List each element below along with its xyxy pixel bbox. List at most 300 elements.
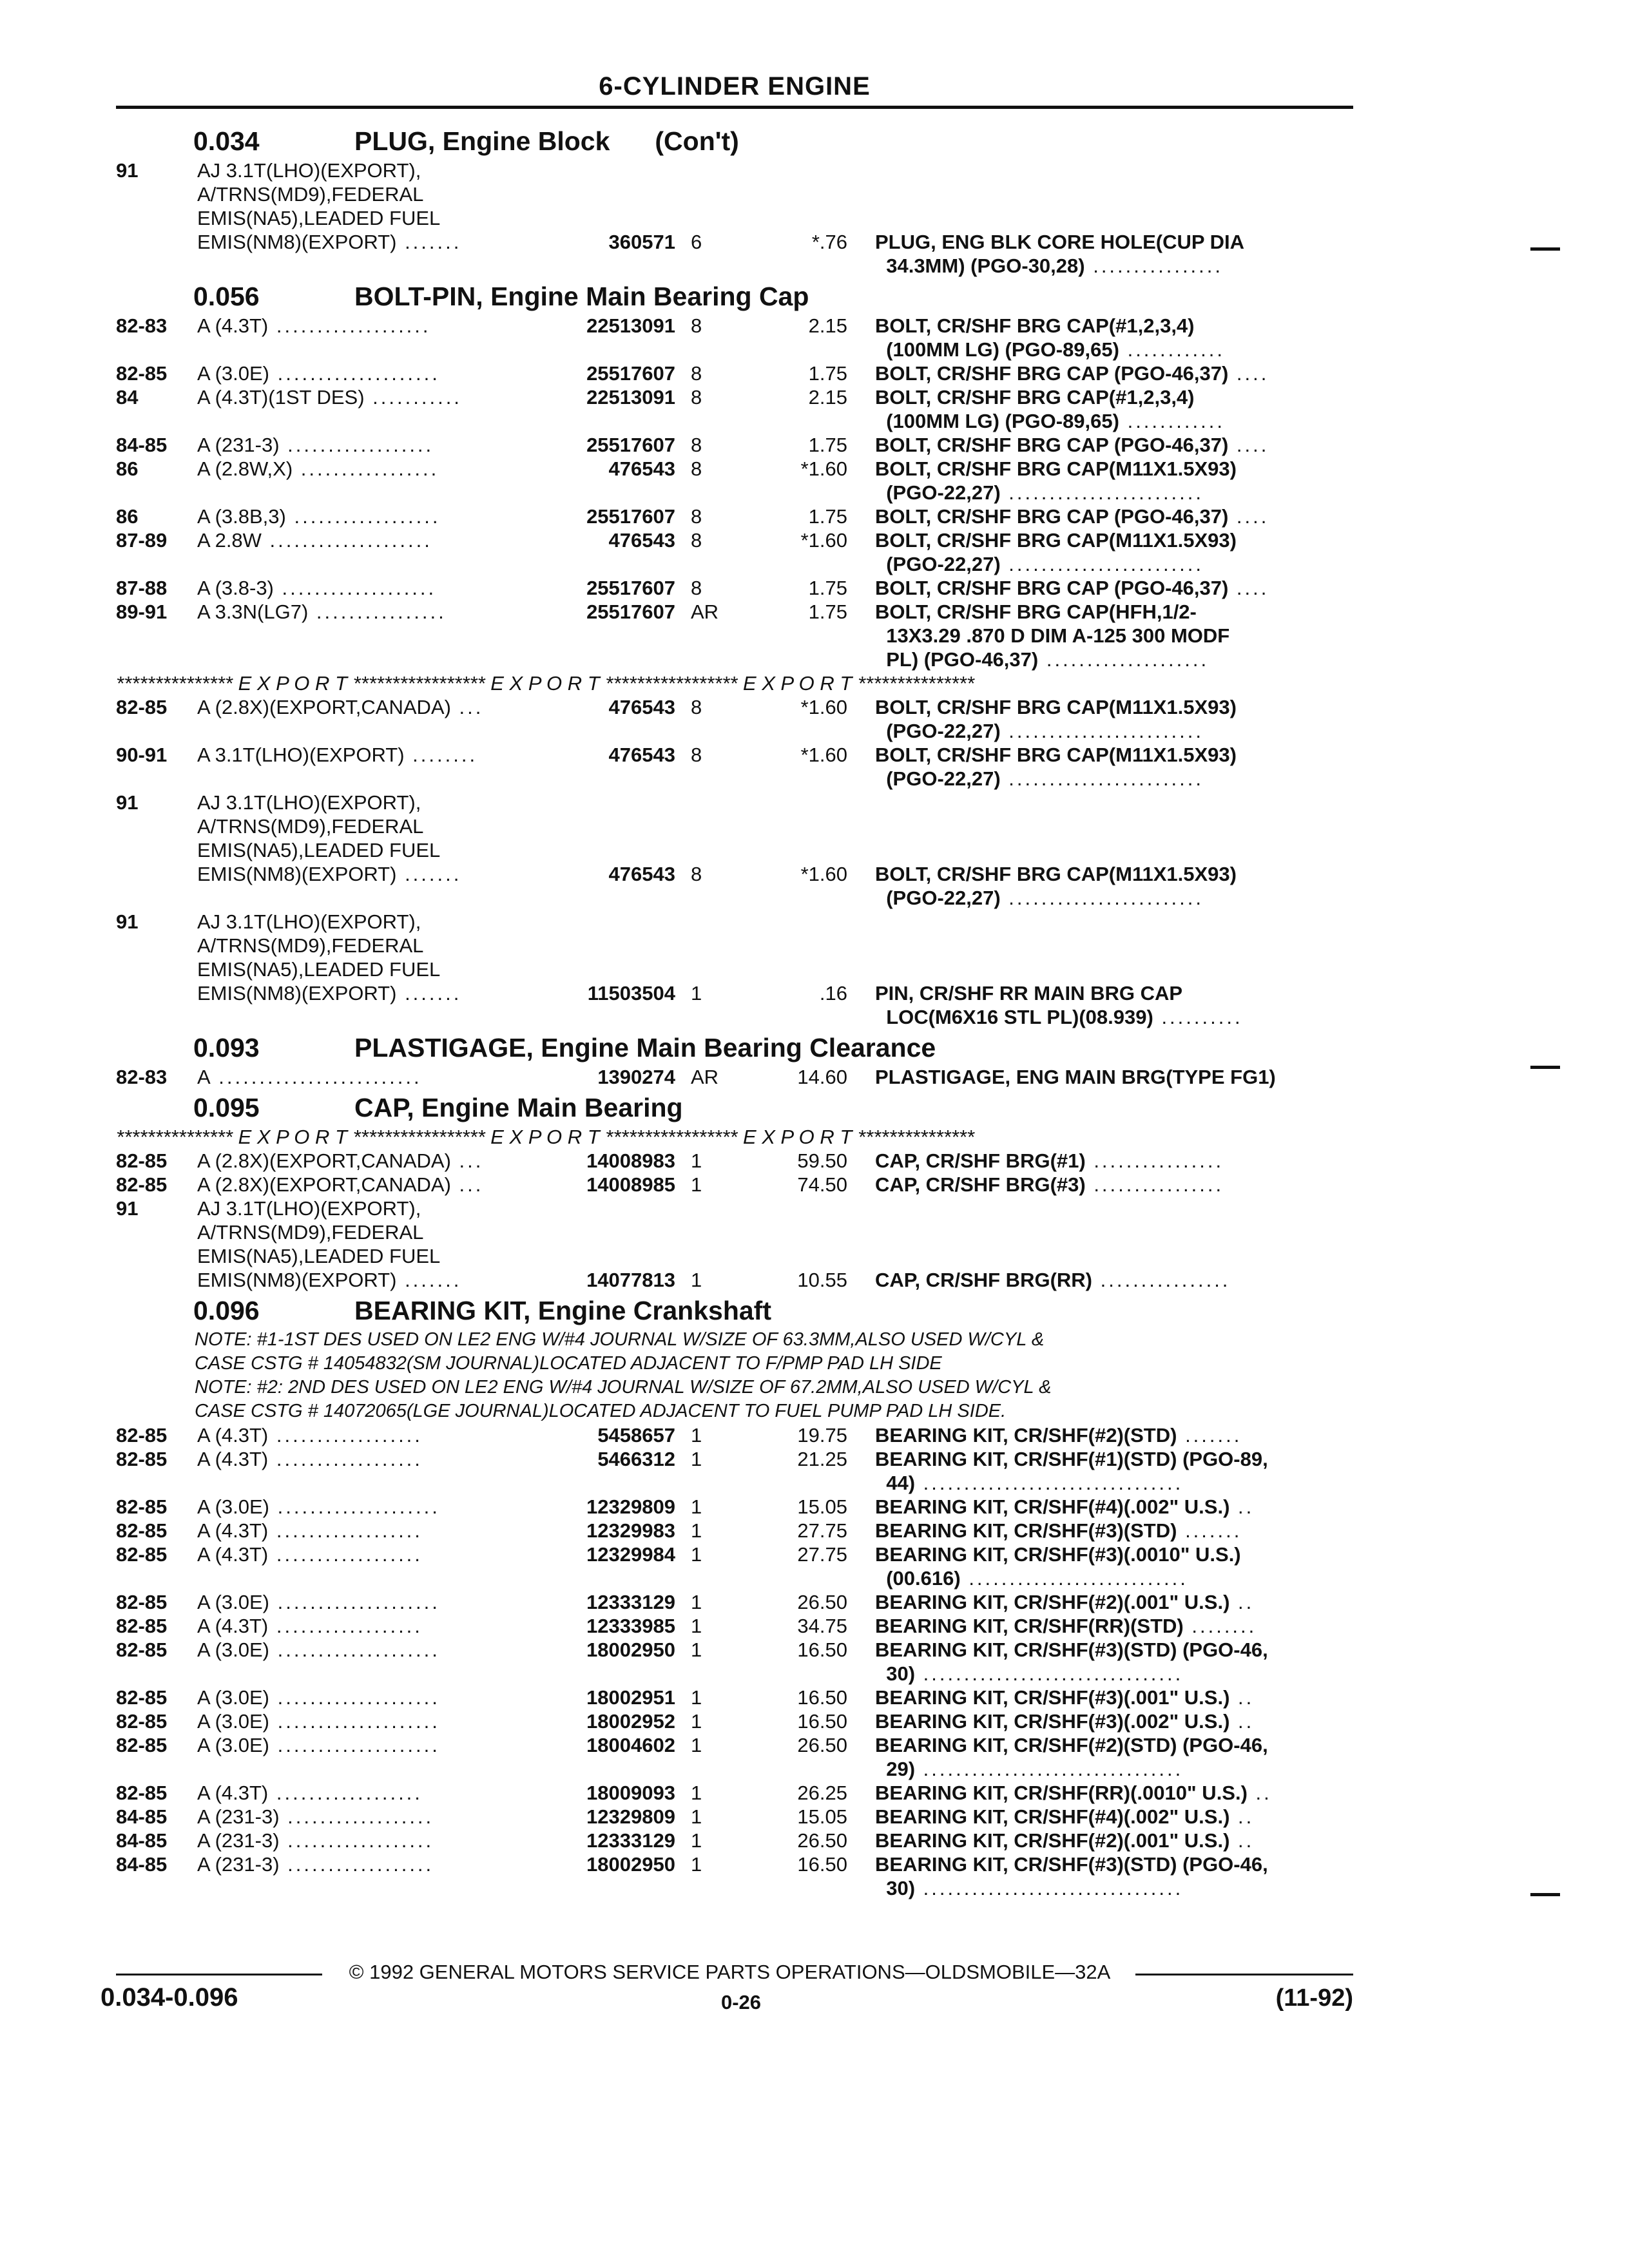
part-description-text: BEARING KIT, CR/SHF(#1)(STD) (PGO-89, [875, 1448, 1268, 1470]
part-description [875, 230, 1353, 254]
part-description [875, 1662, 1353, 1686]
application-text: A (2.8W,X) [197, 457, 293, 480]
table-row [0, 1733, 1629, 1757]
application-description [197, 1495, 545, 1519]
application-description [197, 1709, 545, 1733]
application-description [197, 1829, 545, 1852]
table-row [0, 206, 1629, 230]
model-years: 84-85 [116, 1805, 168, 1828]
part-description-text: BEARING KIT, CR/SHF(#3)(.0010" U.S.) [875, 1543, 1241, 1566]
part-description [875, 433, 1353, 457]
table-row [0, 1852, 1629, 1876]
model-years: 86 [116, 457, 139, 480]
application-text: A/TRNS(MD9),FEDERAL [197, 934, 424, 957]
leader-dots: ........................ [1000, 553, 1204, 575]
quantity: 1 [691, 1269, 702, 1291]
part-number: 5458657 [597, 1424, 675, 1446]
section-title: PLASTIGAGE, Engine Main Bearing Clearance [354, 1033, 936, 1062]
table-row [0, 254, 1629, 278]
part-description [875, 695, 1353, 719]
section-header [193, 282, 809, 312]
leader-dots: ................ [1085, 1149, 1224, 1172]
application-text: A (3.0E) [197, 1591, 269, 1613]
price: 15.05 [797, 1495, 847, 1518]
quantity: 8 [691, 744, 702, 766]
application-text: A 2.8W [197, 529, 262, 552]
model-years: 82-85 [116, 1686, 168, 1709]
model-years: 84 [116, 386, 139, 408]
leader-dots: .. [1229, 1686, 1255, 1709]
part-description-text: BEARING KIT, CR/SHF(#3)(STD) (PGO-46, [875, 1853, 1268, 1876]
model-years: 82-85 [116, 1639, 168, 1661]
part-number: 476543 [608, 529, 675, 552]
application-text: A (231-3) [197, 434, 280, 456]
section-header [193, 1296, 771, 1326]
leader-dots: ................ [1092, 1269, 1231, 1291]
leader-dots: ................................ [915, 1662, 1184, 1685]
table-row [0, 159, 1629, 182]
application-description [197, 361, 545, 385]
footer-section-range: 0.034-0.096 [101, 1983, 238, 2012]
table-row [0, 1149, 1629, 1173]
part-description-text: CAP, CR/SHF BRG(#1) [875, 1149, 1086, 1172]
table-row [0, 910, 1629, 934]
table-row [0, 1781, 1629, 1805]
table-row [0, 433, 1629, 457]
table-row [0, 338, 1629, 361]
application-text: A (4.3T) [197, 1615, 269, 1637]
section-suffix: (Con't) [655, 126, 739, 156]
quantity: 1 [691, 1149, 702, 1172]
part-description [875, 1733, 1353, 1757]
part-number: 25517607 [586, 362, 675, 385]
part-description [875, 624, 1353, 648]
title-rule [116, 106, 1353, 109]
table-row [0, 743, 1629, 767]
part-description [875, 481, 1353, 505]
table-row [0, 1709, 1629, 1733]
section-note: NOTE: #2: 2ND DES USED ON LE2 ENG W/#4 JOURNAL W/SIZE OF 67.2MM,ALSO USED W/CYL & [195, 1377, 1052, 1398]
section-header [193, 126, 739, 157]
part-number: 12329984 [586, 1543, 675, 1566]
model-years: 82-85 [116, 1591, 168, 1613]
quantity: 1 [691, 1686, 702, 1709]
price: .16 [819, 982, 847, 1004]
part-description [875, 409, 1353, 433]
price: 26.50 [797, 1591, 847, 1613]
application-text: AJ 3.1T(LHO)(EXPORT), [197, 791, 421, 814]
model-years: 84-85 [116, 1829, 168, 1852]
part-number: 18002951 [586, 1686, 675, 1709]
application-text: EMIS(NA5),LEADED FUEL [197, 1245, 441, 1267]
application-description [197, 1220, 545, 1244]
leader-dots: .................... [269, 362, 440, 385]
part-description [875, 1495, 1353, 1519]
part-description [875, 1173, 1353, 1196]
price: 26.50 [797, 1734, 847, 1756]
table-row [0, 648, 1629, 671]
leader-dots: ................ [308, 601, 447, 623]
part-description [875, 338, 1353, 361]
part-description-text: BOLT, CR/SHF BRG CAP (PGO-46,37) [875, 505, 1229, 528]
application-description [197, 1173, 545, 1196]
quantity: 6 [691, 231, 702, 253]
price: *1.60 [800, 696, 847, 718]
leader-dots: ......................... [210, 1066, 422, 1088]
part-description-text: (00.616) [875, 1567, 961, 1590]
leader-dots: ................ [1084, 255, 1224, 277]
part-description [875, 1876, 1353, 1900]
quantity: 8 [691, 696, 702, 718]
part-number: 360571 [608, 231, 675, 253]
part-description-text: BOLT, CR/SHF BRG CAP(M11X1.5X93) [875, 744, 1237, 766]
part-number: 11503504 [587, 982, 675, 1004]
leader-dots: ....... [396, 231, 462, 253]
leader-dots: .... [1228, 577, 1269, 599]
part-description-text: PLASTIGAGE, ENG MAIN BRG(TYPE FG1) [875, 1066, 1276, 1088]
part-description [875, 1149, 1353, 1173]
margin-mark [1530, 1893, 1560, 1896]
application-description [197, 1196, 545, 1220]
model-years: 82-85 [116, 1495, 168, 1518]
price: 16.50 [797, 1639, 847, 1661]
footer-page-number: 0-26 [720, 1991, 762, 2013]
application-description [197, 1590, 545, 1614]
part-description-text: PIN, CR/SHF RR MAIN BRG CAP [875, 982, 1183, 1004]
table-row [0, 1244, 1629, 1268]
application-description [197, 457, 545, 481]
application-description [197, 385, 545, 409]
table-row [0, 695, 1629, 719]
table-row [0, 576, 1629, 600]
table-row [0, 552, 1629, 576]
price: 14.60 [797, 1066, 847, 1088]
table-row [0, 1614, 1629, 1638]
application-text: A/TRNS(MD9),FEDERAL [197, 815, 424, 838]
leader-dots: .................. [268, 1615, 423, 1637]
part-description-text: BEARING KIT, CR/SHF(#2)(STD) (PGO-46, [875, 1734, 1268, 1756]
quantity: 8 [691, 505, 702, 528]
application-description [197, 1686, 545, 1709]
part-number: 476543 [608, 744, 675, 766]
quantity: 1 [691, 1615, 702, 1637]
footer-date-code: (11-92) [1275, 1984, 1353, 2012]
export-divider: *************** E X P O R T ***************** E X P O R T ***************** E X P O R T *************** [116, 672, 974, 695]
application-text: EMIS(NA5),LEADED FUEL [197, 839, 441, 861]
application-description [197, 1065, 545, 1089]
part-description-text: PLUG, ENG BLK CORE HOLE(CUP DIA [875, 231, 1244, 253]
part-description-text: BEARING KIT, CR/SHF(#4)(.002" U.S.) [875, 1805, 1230, 1828]
part-description-text: BOLT, CR/SHF BRG CAP (PGO-46,37) [875, 362, 1229, 385]
application-description [197, 528, 545, 552]
application-text: A (3.0E) [197, 1734, 269, 1756]
part-description-text: BOLT, CR/SHF BRG CAP(#1,2,3,4) [875, 314, 1195, 337]
part-number: 22513091 [586, 314, 675, 337]
application-text: EMIS(NM8)(EXPORT) [197, 231, 397, 253]
leader-dots: ........................ [1000, 767, 1204, 790]
part-description [875, 576, 1353, 600]
part-description-text: BOLT, CR/SHF BRG CAP(M11X1.5X93) [875, 863, 1237, 885]
footer-rule [1135, 1974, 1353, 1975]
leader-dots: .................... [269, 1686, 440, 1709]
application-text: A (3.0E) [197, 1495, 269, 1518]
part-description-text: PL) (PGO-46,37) [875, 648, 1039, 671]
part-description [875, 552, 1353, 576]
part-description [875, 1590, 1353, 1614]
section-code: 0.095 [193, 1093, 260, 1122]
part-description-text: BEARING KIT, CR/SHF(#3)(.001" U.S.) [875, 1686, 1230, 1709]
application-description [197, 1614, 545, 1638]
part-number: 14077813 [586, 1269, 675, 1291]
quantity: 8 [691, 863, 702, 885]
application-description [197, 230, 545, 254]
application-text: A (231-3) [197, 1829, 280, 1852]
price: 21.25 [797, 1448, 847, 1470]
application-description [197, 1781, 545, 1805]
part-description-text: (100MM LG) (PGO-89,65) [875, 338, 1119, 361]
part-description [875, 1852, 1353, 1876]
application-text: A (3.0E) [197, 1639, 269, 1661]
table-row [0, 182, 1629, 206]
part-description-text: (PGO-22,27) [875, 887, 1001, 909]
table-row [0, 1590, 1629, 1614]
leader-dots: .................... [269, 1710, 440, 1733]
part-description [875, 1423, 1353, 1447]
application-description [197, 1149, 545, 1173]
table-row [0, 505, 1629, 528]
model-years: 82-85 [116, 1149, 168, 1172]
quantity: 8 [691, 434, 702, 456]
leader-dots: .................. [268, 1448, 423, 1470]
table-row [0, 385, 1629, 409]
quantity: 8 [691, 577, 702, 599]
leader-dots: .. [1229, 1829, 1255, 1852]
leader-dots: .................. [268, 1543, 423, 1566]
part-description [875, 767, 1353, 791]
price: *.76 [811, 231, 847, 253]
part-description [875, 1709, 1353, 1733]
part-description [875, 457, 1353, 481]
application-description [197, 838, 545, 862]
application-description [197, 576, 545, 600]
part-description-text: (PGO-22,27) [875, 481, 1001, 504]
part-number: 12333129 [586, 1591, 675, 1613]
part-description [875, 1829, 1353, 1852]
model-years: 84-85 [116, 434, 168, 456]
application-text: A (2.8X)(EXPORT,CANADA) [197, 696, 451, 718]
part-description-text: 13X3.29 .870 D DIM A-125 300 MODF [875, 624, 1230, 647]
quantity: 1 [691, 1805, 702, 1828]
quantity: 1 [691, 1543, 702, 1566]
table-row [0, 1662, 1629, 1686]
model-years: 89-91 [116, 601, 168, 623]
table-row [0, 814, 1629, 838]
leader-dots: ... [450, 1149, 484, 1172]
footer-rule [116, 1974, 322, 1975]
table-row [0, 230, 1629, 254]
leader-dots: .................. [268, 1782, 423, 1804]
part-description-text: 30) [875, 1662, 916, 1685]
quantity: AR [691, 1066, 719, 1088]
table-row [0, 1173, 1629, 1196]
leader-dots: .... [1228, 362, 1269, 385]
table-row [0, 1005, 1629, 1029]
part-description-text: BEARING KIT, CR/SHF(#2)(.001" U.S.) [875, 1591, 1230, 1613]
section-title: BEARING KIT, Engine Crankshaft [354, 1296, 771, 1325]
table-row [0, 1495, 1629, 1519]
application-description [197, 1447, 545, 1471]
application-text: A (4.3T) [197, 314, 269, 337]
table-row [0, 409, 1629, 433]
part-description-text: BEARING KIT, CR/SHF(#4)(.002" U.S.) [875, 1495, 1230, 1518]
footer-copyright: © 1992 GENERAL MOTORS SERVICE PARTS OPERATIONS—OLDSMOBILE—32A [349, 1961, 1111, 1983]
section-note: CASE CSTG # 14072065(LGE JOURNAL)LOCATED ADJACENT TO FUEL PUMP PAD LH SIDE. [195, 1401, 1007, 1421]
leader-dots: .................... [1038, 648, 1210, 671]
leader-dots: ................... [268, 314, 431, 337]
application-description [197, 314, 545, 338]
table-row [0, 528, 1629, 552]
leader-dots: ................. [293, 457, 439, 480]
quantity: 1 [691, 1829, 702, 1852]
part-description [875, 600, 1353, 624]
leader-dots: ................... [273, 577, 437, 599]
price: 34.75 [797, 1615, 847, 1637]
price: *1.60 [800, 457, 847, 480]
price: 19.75 [797, 1424, 847, 1446]
price: 59.50 [797, 1149, 847, 1172]
price: 16.50 [797, 1853, 847, 1876]
part-number: 18002950 [586, 1639, 675, 1661]
application-text: A (2.8X)(EXPORT,CANADA) [197, 1173, 451, 1196]
part-number: 18009093 [586, 1782, 675, 1804]
export-divider: *************** E X P O R T ***************** E X P O R T ***************** E X P O R T *************** [116, 1126, 974, 1148]
leader-dots: .... [1228, 434, 1269, 456]
table-row [0, 314, 1629, 338]
part-description [875, 1757, 1353, 1781]
section-note: CASE CSTG # 14054832(SM JOURNAL)LOCATED ADJACENT TO F/PMP PAD LH SIDE [195, 1353, 942, 1374]
application-description [197, 1638, 545, 1662]
model-years: 82-85 [116, 1519, 168, 1542]
table-row [0, 791, 1629, 814]
application-text: A 3.1T(LHO)(EXPORT) [197, 744, 405, 766]
application-text: A (4.3T)(1ST DES) [197, 386, 365, 408]
part-number: 476543 [608, 863, 675, 885]
part-description-text: (PGO-22,27) [875, 553, 1001, 575]
leader-dots: ....... [1177, 1424, 1242, 1446]
application-description [197, 600, 545, 624]
application-description [197, 1423, 545, 1447]
part-description [875, 1471, 1353, 1495]
table-row [0, 1876, 1629, 1900]
part-number: 14008983 [586, 1149, 675, 1172]
part-description [875, 314, 1353, 338]
table-row [0, 1566, 1629, 1590]
section-note: NOTE: #1-1ST DES USED ON LE2 ENG W/#4 JOURNAL W/SIZE OF 63.3MM,ALSO USED W/CYL & [195, 1329, 1045, 1350]
part-description-text: BEARING KIT, CR/SHF(RR)(.0010" U.S.) [875, 1782, 1248, 1804]
price: 1.75 [808, 362, 847, 385]
model-years: 82-85 [116, 1173, 168, 1196]
part-description-text: (100MM LG) (PGO-89,65) [875, 410, 1119, 432]
application-text: A (4.3T) [197, 1519, 269, 1542]
model-years: 87-88 [116, 577, 168, 599]
table-row [0, 1829, 1629, 1852]
section-code: 0.034 [193, 126, 260, 156]
leader-dots: ................................ [915, 1758, 1184, 1780]
quantity: 1 [691, 1448, 702, 1470]
page-title: 6-CYLINDER ENGINE [599, 72, 871, 101]
price: 1.75 [808, 505, 847, 528]
leader-dots: ... [450, 696, 484, 718]
model-years: 82-85 [116, 1782, 168, 1804]
part-description [875, 1005, 1353, 1029]
table-row [0, 600, 1629, 624]
application-description [197, 182, 545, 206]
part-description-text: LOC(M6X16 STL PL)(08.939) [875, 1006, 1153, 1028]
section-code: 0.056 [193, 282, 260, 311]
part-description-text: BEARING KIT, CR/SHF(#3)(STD) [875, 1519, 1177, 1542]
model-years: 84-85 [116, 1853, 168, 1876]
application-description [197, 862, 545, 886]
price: 1.75 [808, 601, 847, 623]
price: 27.75 [797, 1519, 847, 1542]
leader-dots: .. [1229, 1805, 1255, 1828]
part-number: 25517607 [586, 434, 675, 456]
application-description [197, 206, 545, 230]
model-years: 82-83 [116, 1066, 168, 1088]
part-description [875, 385, 1353, 409]
part-description-text: CAP, CR/SHF BRG(#3) [875, 1173, 1086, 1196]
part-description-text: BOLT, CR/SHF BRG CAP(M11X1.5X93) [875, 457, 1237, 480]
price: 16.50 [797, 1686, 847, 1709]
application-description [197, 1733, 545, 1757]
application-text: AJ 3.1T(LHO)(EXPORT), [197, 1197, 421, 1220]
section-header [193, 1033, 936, 1063]
quantity: 1 [691, 1591, 702, 1613]
table-row [0, 1686, 1629, 1709]
leader-dots: .................. [279, 1829, 434, 1852]
quantity: 1 [691, 1734, 702, 1756]
leader-dots: .................... [269, 1639, 440, 1661]
table-row [0, 1638, 1629, 1662]
leader-dots: ............ [1119, 410, 1225, 432]
application-text: A (4.3T) [197, 1424, 269, 1446]
leader-dots: ... [450, 1173, 484, 1196]
table-row [0, 457, 1629, 481]
model-years: 82-83 [116, 314, 168, 337]
leader-dots: .................. [279, 1853, 434, 1876]
table-row [0, 1268, 1629, 1292]
table-row [0, 1757, 1629, 1781]
part-description [875, 1519, 1353, 1542]
table-row [0, 719, 1629, 743]
application-text: A (2.8X)(EXPORT,CANADA) [197, 1149, 451, 1172]
leader-dots: ........................... [960, 1567, 1188, 1590]
part-description [875, 1447, 1353, 1471]
application-text: A (4.3T) [197, 1448, 269, 1470]
part-number: 18002950 [586, 1853, 675, 1876]
part-description-text: BEARING KIT, CR/SHF(#2)(.001" U.S.) [875, 1829, 1230, 1852]
leader-dots: ........... [364, 386, 462, 408]
part-description [875, 528, 1353, 552]
leader-dots: .................. [268, 1519, 423, 1542]
part-number: 25517607 [586, 601, 675, 623]
leader-dots: .. [1247, 1782, 1272, 1804]
model-years: 82-85 [116, 696, 168, 718]
leader-dots: ........................ [1000, 720, 1204, 742]
application-text: A (3.8-3) [197, 577, 274, 599]
part-description [875, 981, 1353, 1005]
leader-dots: .................... [261, 529, 432, 552]
